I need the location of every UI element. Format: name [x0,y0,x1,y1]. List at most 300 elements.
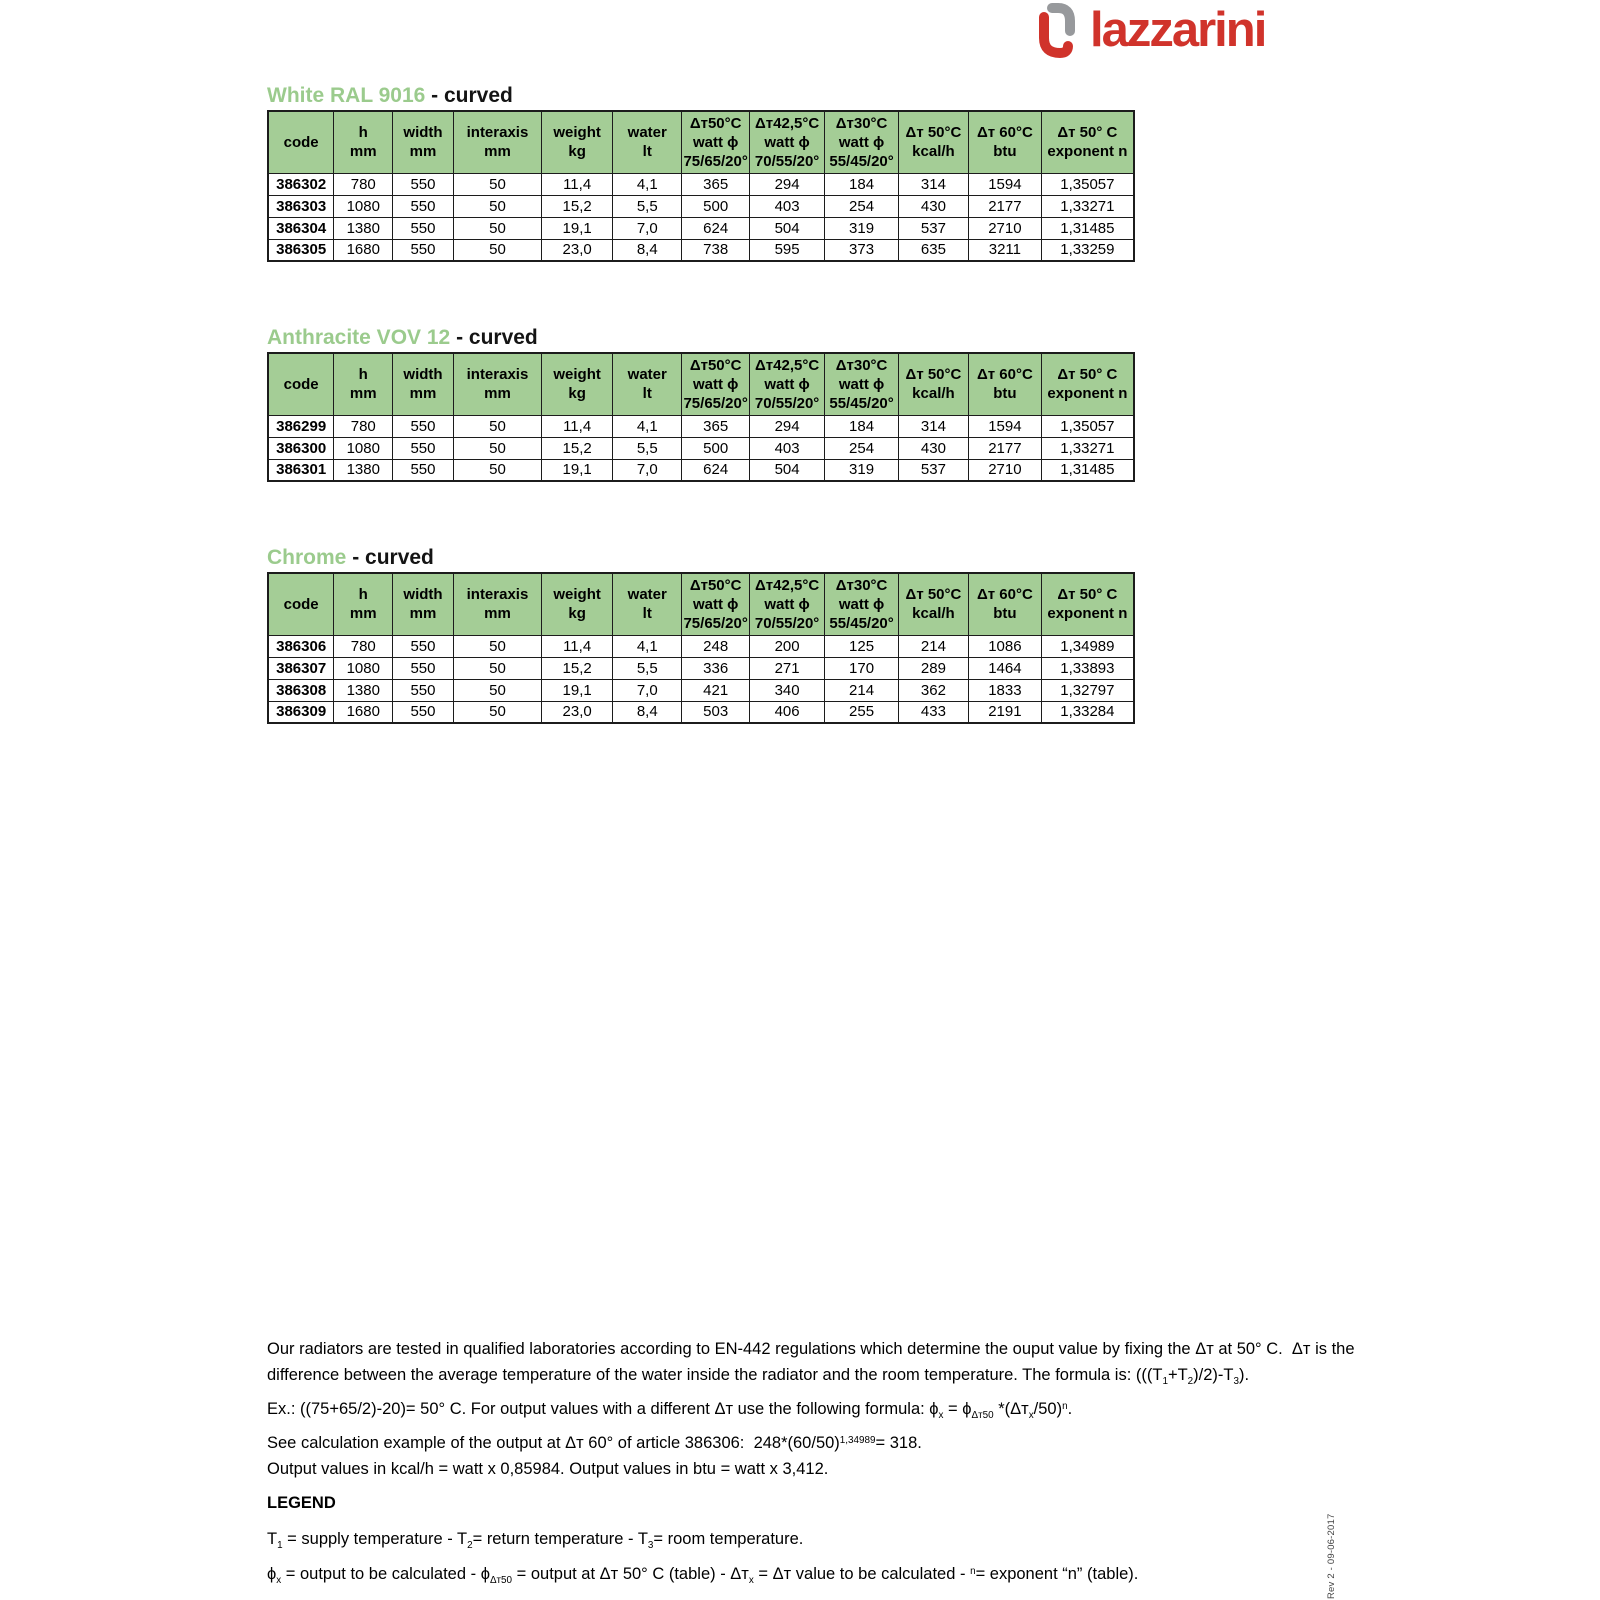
column-header-line: width [403,366,443,384]
value-cell: 1080 [334,657,393,679]
column-header-line: 55/45/20° [829,394,894,412]
value-cell: 50 [453,173,541,195]
value-cell: 50 [453,217,541,239]
text-segment: n [970,1565,976,1577]
column-header [334,573,393,635]
value-cell: 254 [825,195,899,217]
column-header [613,111,682,173]
column-header-line: mm [409,385,437,403]
value-cell: 170 [825,657,899,679]
code-cell: 386309 [268,701,334,723]
text-segment: = output at Δт 50° C (table) - Δт [512,1564,749,1583]
value-cell: 8,4 [613,701,682,723]
value-cell: 780 [334,415,393,437]
column-header-line: 70/55/20° [754,614,820,632]
column-header [1041,353,1134,415]
value-cell: 294 [749,173,824,195]
column-header-line: kcal/h [912,605,955,623]
value-cell: 11,4 [542,635,613,657]
column-header-line: interaxis [466,366,529,384]
column-header-line: watt ϕ [838,595,885,613]
column-header-line: 55/45/20° [829,152,894,170]
text-segment: 1 [277,1539,283,1551]
text-segment: *(Δт [993,1399,1029,1418]
column-header-line: mm [349,143,377,161]
column-header-line: Δт 60°C [976,366,1033,384]
section-title-anthracite-vov-12 [267,326,538,350]
column-header [682,111,750,173]
code-cell: 386306 [268,635,334,657]
value-cell: 550 [393,217,454,239]
value-cell: 50 [453,239,541,261]
column-header-line: Δт42,5°C [755,576,820,594]
value-cell: 19,1 [542,459,613,481]
column-header-line: btu [993,385,1017,403]
value-cell: 1086 [969,635,1042,657]
column-header-line: watt ϕ [764,375,810,393]
column-header [825,353,899,415]
text-segment: difference between the average temperature of the water inside the radiator and the room temperature. The formula is: (((T [267,1365,1163,1384]
text-segment: 1,34989 [839,1435,876,1447]
column-header [969,111,1042,173]
column-header-line: watt ϕ [838,375,885,393]
value-cell: 550 [393,459,454,481]
value-cell: 1,33259 [1041,239,1134,261]
column-header-line: water [627,124,667,142]
text-segment: Output values in kcal/h = watt x 0,85984. Output values in btu = watt x 3,412. [267,1459,829,1478]
column-header-line: Δт30°C [835,114,888,132]
note-line [267,1337,1355,1363]
text-segment: ϕ [267,1564,277,1583]
value-cell: 624 [682,217,750,239]
column-header-line: Δт50°C [689,114,742,132]
table-row [268,239,1134,261]
value-cell: 5,5 [613,437,682,459]
code-cell: 386303 [268,195,334,217]
column-header-line: mm [484,605,511,623]
column-header [268,353,334,415]
value-cell: 15,2 [542,437,613,459]
table-header-row [268,111,1134,173]
value-cell: 50 [453,459,541,481]
column-header [613,353,682,415]
value-cell: 255 [825,701,899,723]
column-header [393,573,454,635]
text-segment: Δт50 [971,1409,994,1421]
section-title-colored: Chrome [267,546,347,569]
value-cell: 595 [749,239,824,261]
value-cell: 1380 [334,217,393,239]
value-cell: 294 [749,415,824,437]
value-cell: 7,0 [613,679,682,701]
table-row [268,679,1134,701]
column-header [749,111,824,173]
column-header-line: lt [642,143,652,161]
value-cell: 430 [898,437,968,459]
column-header-line: kg [568,385,586,403]
value-cell: 50 [453,437,541,459]
value-cell: 184 [825,173,899,195]
column-header-line: water [627,366,667,384]
text-segment: = output to be calculated - ϕ [281,1564,490,1583]
code-cell: 386300 [268,437,334,459]
table-row [268,173,1134,195]
text-segment: 2 [467,1539,473,1551]
column-header-line: watt ϕ [692,133,739,151]
value-cell: 254 [825,437,899,459]
text-segment: = supply temperature - T [282,1530,468,1548]
value-cell: 23,0 [542,701,613,723]
value-cell: 7,0 [613,459,682,481]
text-segment: x [938,1409,944,1421]
value-cell: 1464 [969,657,1042,679]
text-segment: . [1067,1399,1073,1418]
text-segment: Ex.: ((75+65/2)-20)= 50° C. For output values with a different Δт use the following formula: ϕ [267,1399,939,1418]
column-header-line: exponent n [1047,605,1128,623]
text-segment: = ϕ [943,1399,972,1418]
value-cell: 214 [898,635,968,657]
column-header-line: Δт 50°C [905,586,962,604]
value-cell: 500 [682,437,750,459]
column-header-line: kg [568,605,586,623]
value-cell: 1594 [969,415,1042,437]
table-row [268,657,1134,679]
column-header [393,111,454,173]
value-cell: 550 [393,679,454,701]
value-cell: 2710 [969,459,1042,481]
section-title-suffix: - curved [346,546,434,569]
column-header-line: lt [642,605,652,623]
text-segment: 3 [1233,1375,1239,1387]
value-cell: 340 [749,679,824,701]
value-cell: 504 [749,459,824,481]
column-header-line: code [283,375,319,393]
column-header-line: weight [553,124,601,142]
value-cell: 184 [825,415,899,437]
text-segment: = exponent “n” (table). [975,1564,1139,1583]
column-header-line: watt ϕ [692,375,739,393]
value-cell: 1,31485 [1041,459,1134,481]
value-cell: 403 [749,195,824,217]
column-header [898,111,968,173]
code-cell: 386308 [268,679,334,701]
spec-table-chrome [267,572,1135,724]
column-header-line: code [283,595,319,613]
column-header-line: 75/65/20° [683,614,748,632]
value-cell: 550 [393,195,454,217]
column-header [613,573,682,635]
column-header-line: mm [409,605,437,623]
note-line [267,1457,1352,1483]
text-segment: )/2)-T [1193,1365,1234,1384]
column-header [542,573,613,635]
table-header-row [268,353,1134,415]
table-row [268,195,1134,217]
table-row [268,459,1134,481]
value-cell: 2191 [969,701,1042,723]
text-segment: = return temperature - T [472,1530,648,1548]
notes-paragraph [267,1337,1355,1482]
value-cell: 373 [825,239,899,261]
column-header [334,111,393,173]
lazzarini-logo-icon [1030,2,1082,60]
value-cell: 5,5 [613,657,682,679]
value-cell: 550 [393,701,454,723]
value-cell: 365 [682,173,750,195]
value-cell: 421 [682,679,750,701]
value-cell: 214 [825,679,899,701]
column-header-line: btu [993,605,1017,623]
column-header [542,111,613,173]
value-cell: 1,35057 [1041,173,1134,195]
column-header-line: Δт50°C [689,356,742,374]
value-cell: 4,1 [613,415,682,437]
value-cell: 780 [334,173,393,195]
column-header-line: h [358,124,368,142]
text-segment: n [1062,1400,1068,1412]
code-cell: 386301 [268,459,334,481]
column-header [749,573,824,635]
column-header [268,573,334,635]
value-cell: 19,1 [542,217,613,239]
code-cell: 386307 [268,657,334,679]
value-cell: 50 [453,701,541,723]
value-cell: 50 [453,679,541,701]
column-header-line: watt ϕ [764,595,810,613]
legend-line [267,1559,1352,1594]
column-header [453,353,541,415]
value-cell: 1,33893 [1041,657,1134,679]
value-cell: 550 [393,415,454,437]
column-header-line: kcal/h [912,143,955,161]
section-title-chrome [267,546,434,570]
value-cell: 550 [393,437,454,459]
column-header-line: Δт 50°C [905,124,962,142]
value-cell: 271 [749,657,824,679]
section-title-suffix: - curved [425,84,513,107]
value-cell: 503 [682,701,750,723]
value-cell: 2710 [969,217,1042,239]
column-header-line: h [358,366,368,384]
value-cell: 624 [682,459,750,481]
text-segment: 3 [647,1539,654,1551]
value-cell: 50 [453,657,541,679]
column-header-line: code [283,133,319,151]
lazzarini-logo [1030,2,1330,62]
text-segment: x [276,1574,282,1586]
column-header-line: h [358,586,368,604]
value-cell: 635 [898,239,968,261]
column-header-line: weight [553,366,601,384]
text-segment: ). [1239,1365,1250,1384]
column-header-line: mm [349,385,377,403]
column-header [542,353,613,415]
column-header-line: Δт30°C [835,576,888,594]
column-header [825,573,899,635]
table-row [268,701,1134,723]
column-header-line: Δт 50°C [905,366,962,384]
column-header [682,353,750,415]
text-segment: = room temperature. [653,1530,804,1548]
column-header-line: 75/65/20° [683,152,748,170]
column-header-line: mm [484,143,511,161]
value-cell: 11,4 [542,415,613,437]
section-title-colored: White RAL 9016 [267,84,426,107]
value-cell: 1080 [334,195,393,217]
value-cell: 504 [749,217,824,239]
value-cell: 2177 [969,195,1042,217]
column-header-line: Δт 60°C [976,124,1033,142]
column-header-line: water [627,586,667,604]
value-cell: 15,2 [542,195,613,217]
column-header-line: watt ϕ [838,133,885,151]
table-row [268,415,1134,437]
column-header-line: weight [553,586,601,604]
value-cell: 430 [898,195,968,217]
table-row [268,437,1134,459]
code-cell: 386305 [268,239,334,261]
text-segment: Our radiators are tested in qualified laboratories according to EN-442 regulations which determine the ouput value by fixing the Δт at 50° C. Δт is the [267,1340,1355,1358]
code-cell: 386302 [268,173,334,195]
table-header-row [268,573,1134,635]
text-segment: T [267,1530,278,1548]
section-title-colored: Anthracite VOV 12 [267,326,451,349]
value-cell: 537 [898,217,968,239]
column-header-line: mm [349,605,377,623]
column-header-line: exponent n [1047,143,1128,161]
value-cell: 200 [749,635,824,657]
column-header-line: 70/55/20° [754,394,820,412]
column-header-line: exponent n [1047,385,1128,403]
column-header [1041,573,1134,635]
text-segment: = 318. [875,1434,922,1453]
column-header [268,111,334,173]
value-cell: 248 [682,635,750,657]
column-header-line: btu [993,143,1017,161]
column-header [898,353,968,415]
note-line [267,1428,1352,1456]
text-segment: See calculation example of the output at Δт 60° of article 386306: 248*(60/50) [267,1434,840,1453]
value-cell: 1380 [334,679,393,701]
value-cell: 4,1 [613,635,682,657]
value-cell: 7,0 [613,217,682,239]
column-header-line: interaxis [466,124,529,142]
value-cell: 314 [898,173,968,195]
value-cell: 1833 [969,679,1042,701]
column-header [898,573,968,635]
text-segment: +T [1167,1365,1188,1384]
column-header-line: interaxis [466,586,529,604]
column-header [1041,111,1134,173]
column-header-line: 75/65/20° [683,394,748,412]
value-cell: 3211 [969,239,1042,261]
logo-wordmark: lazzarini [1090,3,1266,57]
section-title-white-ral-9016 [267,84,513,108]
value-cell: 1,33284 [1041,701,1134,723]
column-header [969,353,1042,415]
text-segment: 1 [1162,1375,1168,1387]
column-header [682,573,750,635]
value-cell: 1,35057 [1041,415,1134,437]
value-cell: 4,1 [613,173,682,195]
column-header-line: 70/55/20° [754,152,820,170]
value-cell: 15,2 [542,657,613,679]
value-cell: 537 [898,459,968,481]
column-header [393,353,454,415]
column-header [825,111,899,173]
value-cell: 11,4 [542,173,613,195]
value-cell: 319 [825,459,899,481]
column-header-line: Δт50°C [689,576,742,594]
column-header-line: Δт 50° C [1057,366,1118,384]
value-cell: 50 [453,635,541,657]
value-cell: 125 [825,635,899,657]
legend-line [267,1526,1352,1559]
column-header [453,573,541,635]
spec-table-white-ral-9016 [267,110,1135,262]
column-header-line: lt [642,385,652,403]
note-line [267,1363,1352,1394]
column-header-line: mm [409,143,437,161]
value-cell: 738 [682,239,750,261]
value-cell: 289 [898,657,968,679]
value-cell: 550 [393,635,454,657]
text-segment: x [748,1574,754,1586]
column-header-line: Δт 50° C [1057,586,1118,604]
value-cell: 1680 [334,701,393,723]
column-header-line: width [403,586,443,604]
value-cell: 550 [393,239,454,261]
column-header-line: Δт 50° C [1057,124,1118,142]
value-cell: 1,33271 [1041,195,1134,217]
spec-table-anthracite-vov-12 [267,352,1135,482]
text-segment: Δт50 [489,1574,513,1586]
code-cell: 386299 [268,415,334,437]
column-header-line: mm [484,385,511,403]
value-cell: 1,33271 [1041,437,1134,459]
column-header-line: 55/45/20° [829,614,894,632]
column-header [749,353,824,415]
note-line [267,1394,1352,1428]
value-cell: 550 [393,657,454,679]
column-header [969,573,1042,635]
column-header-line: Δт42,5°C [755,356,820,374]
text-segment: 2 [1187,1375,1194,1387]
value-cell: 50 [453,415,541,437]
table-row [268,635,1134,657]
text-segment: /50) [1033,1399,1063,1418]
value-cell: 336 [682,657,750,679]
value-cell: 1680 [334,239,393,261]
column-header-line: Δт30°C [835,356,888,374]
text-segment: x [1028,1409,1034,1421]
legend-block [267,1526,1352,1594]
value-cell: 550 [393,173,454,195]
column-header-line: width [403,124,443,142]
value-cell: 1080 [334,437,393,459]
column-header-line: watt ϕ [692,595,739,613]
value-cell: 50 [453,195,541,217]
revision-note: Rev 2 - 09-06-2017 [1326,1513,1337,1599]
column-header-line: watt ϕ [764,133,810,151]
value-cell: 365 [682,415,750,437]
table-row [268,217,1134,239]
column-header [453,111,541,173]
value-cell: 1594 [969,173,1042,195]
value-cell: 403 [749,437,824,459]
legend-heading: LEGEND [267,1494,336,1512]
value-cell: 1380 [334,459,393,481]
